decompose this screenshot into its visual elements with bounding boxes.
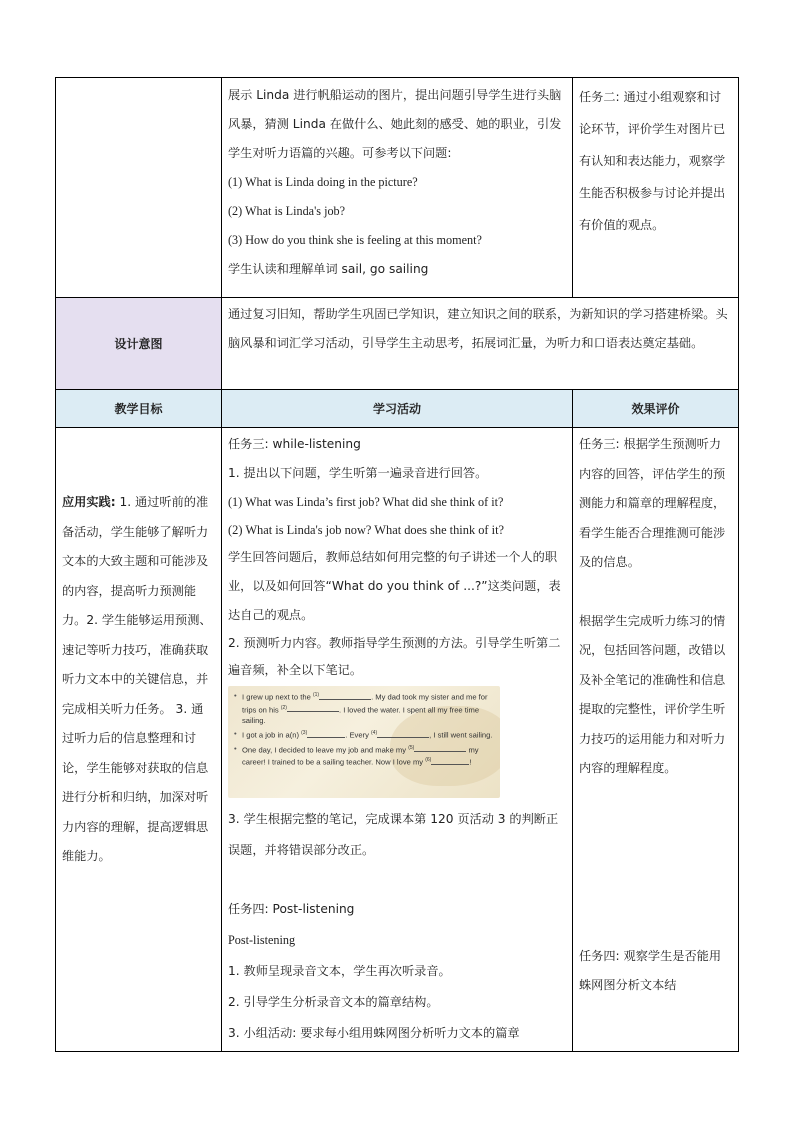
task4-step3: 3. 小组活动: 要求每小组用蛛网图分析听力文本的篇章 <box>228 1026 520 1040</box>
task3-title: 任务三: while-listening <box>228 437 361 451</box>
header-goal: 教学目标 <box>56 390 222 428</box>
task4-step2: 2. 引导学生分析录音文本的篇章结构。 <box>228 995 439 1009</box>
task4-title: 任务四: Post-listening <box>228 902 355 916</box>
task3-summary: 学生回答问题后，教师总结如何用完整的句子讲述一个人的职业，以及如何回答“What do you think of ...?”这类问题，表达自己的观点。 <box>228 550 561 622</box>
task4-subtitle: Post-listening <box>228 933 296 947</box>
goal-label: 应用实践: <box>62 495 116 509</box>
task3-question-1: (1) What was Linda’s first job? What did she think of it? <box>228 495 504 509</box>
design-text <box>222 298 739 390</box>
header-row <box>56 390 739 428</box>
notes-image <box>228 686 500 798</box>
task3-question-2: (2) What is Linda's job now? What does she think of it? <box>228 523 505 537</box>
task3-step3: 3. 学生根据完整的笔记，完成课本第 120 页活动 3 的判断正误题，并将错误部分改正。 <box>228 812 559 857</box>
design-label: 设计意图 <box>56 298 222 390</box>
note-1: • I grew up next to the $^{(1)}$ . My dad took my sister and me for trips on his $^{(2)}$ . I loved the water. I spent all my free time sailing. <box>242 690 494 726</box>
task2-question-1: (1) What is Linda doing in the picture? <box>228 175 418 189</box>
header-activity: 学习活动 <box>222 390 573 428</box>
goal-cell <box>56 428 222 1052</box>
task2-intro: 展示 Linda 进行帆船运动的图片，提出问题引导学生进行头脑风暴，猜测 Linda 在做什么、她此刻的感受、她的职业，引发学生对听力语篇的兴趣。可参考以下问题: <box>228 88 562 160</box>
task3-step2: 2. 预测听力内容。教师指导学生预测的方法。引导学生听第二遍音频，补全以下笔记。 <box>228 636 561 677</box>
task2-activity-cell <box>222 78 573 298</box>
notes-list <box>228 686 500 768</box>
goal-paragraph <box>62 488 215 872</box>
evaluation-2: 根据学生完成听力练习的情况，包括回答问题，改错以及补全笔记的准确性和信息提取的完整性，评价学生听力技巧的运用能力和对听力内容的理解程度。 <box>579 613 726 775</box>
task3-step1: 1. 提出以下问题，学生听第一遍录音进行回答。 <box>228 466 488 480</box>
task2-vocab: 学生认读和理解单词 sail, go sailing <box>228 262 429 276</box>
evaluation-cell <box>573 428 739 1052</box>
note-3: • One day, I decided to leave my job and make my $^{(5)}$ my career! I trained to be a sailing teacher. Now I love my $^{(6)}$ ! <box>242 743 494 768</box>
design-paragraph: 通过复习旧知，帮助学生巩固已学知识，建立知识之间的联系，为新知识的学习搭建桥梁。头脑风暴和词汇学习活动，引导学生主动思考，拓展词汇量，为听力和口语表达奠定基础。 <box>228 307 728 350</box>
task2-question-3: (3) How do you think she is feeling at this moment? <box>228 233 482 247</box>
design-row <box>56 298 739 390</box>
main-row <box>56 428 739 1052</box>
task2-evaluation-cell <box>573 78 739 298</box>
empty-goal-cell <box>56 78 222 298</box>
task2-evaluation: 任务二: 通过小组观察和讨论环节，评价学生对图片已有认知和表达能力，观察学生能否积极参与讨论并提出有价值的观点。 <box>579 90 726 232</box>
task4-step1: 1. 教师呈现录音文本，学生再次听录音。 <box>228 964 451 978</box>
note-2: • I got a job in a(n) $^{(3)}$ . Every $^{(4)}$ , I still went sailing. <box>242 728 494 741</box>
task2-row <box>56 78 739 298</box>
lesson-plan-table <box>55 77 739 1052</box>
activity-cell <box>222 428 573 1052</box>
header-evaluation: 效果评价 <box>573 390 739 428</box>
evaluation-1: 任务三: 根据学生预测听力内容的回答，评估学生的预测能力和篇章的理解程度，看学生能否合理推测可能涉及的信息。 <box>579 437 726 569</box>
evaluation-3: 任务四: 观察学生是否能用蛛网图分析文本结 <box>579 948 722 992</box>
task2-question-2: (2) What is Linda's job? <box>228 204 346 218</box>
goal-text: 1. 通过听前的准备活动，学生能够了解听力文本的大致主题和可能涉及的内容，提高听力预测能力。2. 学生能够运用预测、速记等听力技巧，准确获取听力文本中的关键信息，并完成相关听力任务。 3. 通过听力后的信息整理和讨论，学生能够对获取的信息进行分析和归纳，加深对听力内容的理解，提高逻辑思维能力。 <box>62 495 212 863</box>
